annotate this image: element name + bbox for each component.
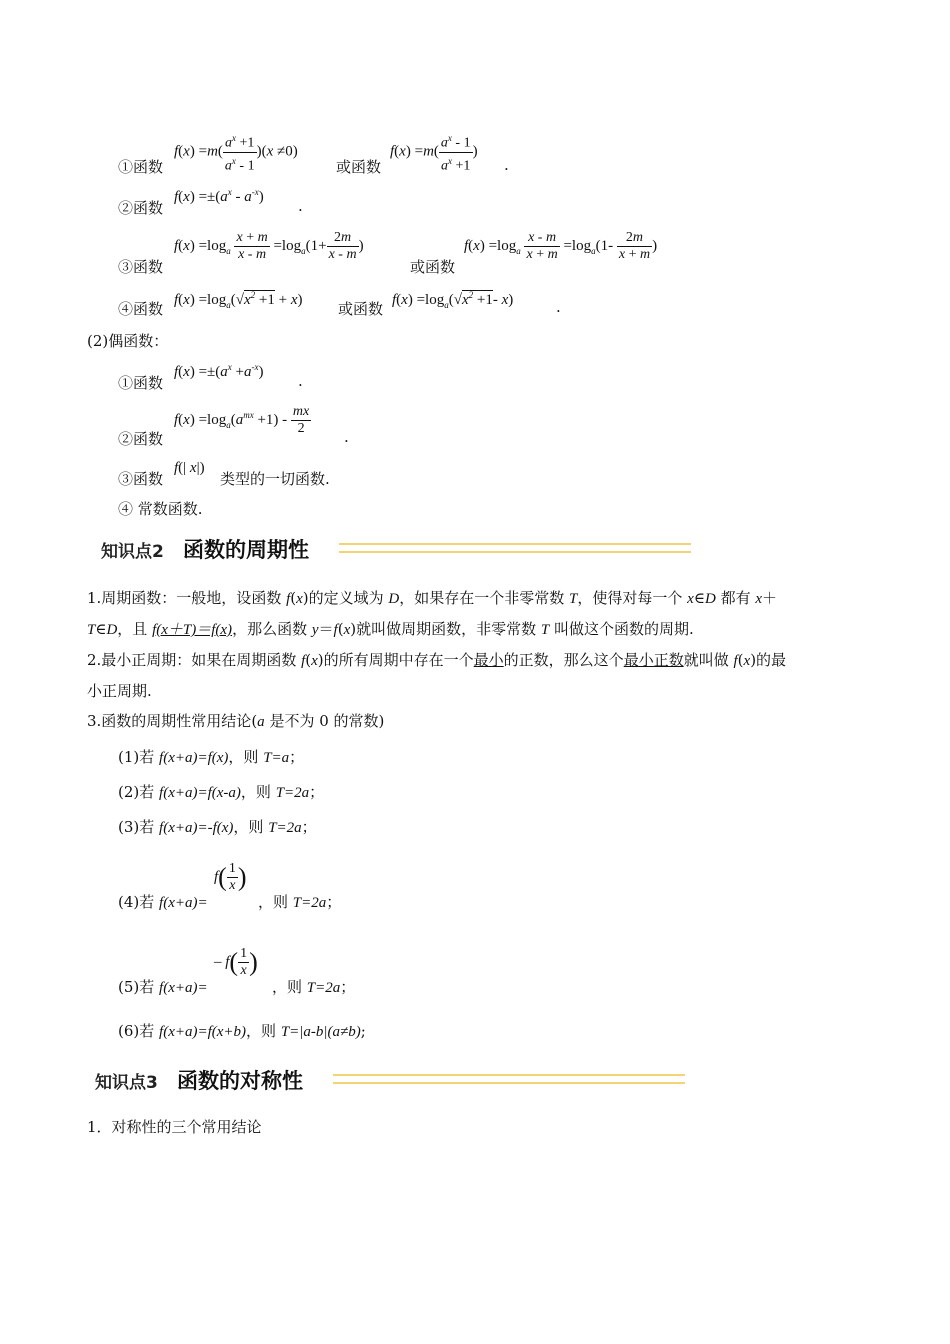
odd-item-2-label: ②函数 [118, 199, 164, 217]
section3-header [85, 1066, 685, 1096]
odd-item-1-formula-a: f(x) =m( $\frac{a^x +1}{a^x - 1}$ )(x ≠0) [174, 130, 298, 174]
odd-item-2-formula: $f(x) =\pm(a^x - a^{-x})$ [174, 187, 264, 205]
even-item-2-label: ②函数 [118, 430, 164, 448]
even-item-2-formula: $f(x) =\log_a(a^{mx} +1)$ - $\frac{mx}{2}$ [174, 404, 310, 436]
odd-item-4-connector: 或函数 [338, 300, 384, 318]
smallest-positive-underlined: 最小正数 [623, 651, 684, 669]
even-item-3-label: ③函数 [118, 470, 164, 488]
even-item-4: ④ 常数函数. [118, 500, 203, 518]
section2-divider [339, 543, 691, 553]
result-3: (3)若 f(x+a)=-f(x)，则 T=2a； [118, 818, 317, 836]
even-item-3-suffix: 类型的一切函数. [220, 470, 330, 488]
odd-item-3-formula-b: $f(x) =\log_a$ $\frac{x - m}{x + m}$ $=\log_a(1-$ $\frac{2m}{x + m}$ ) [464, 230, 658, 262]
periodic-condition: f(x＋T)＝f(x) [152, 622, 233, 638]
section3-divider [333, 1074, 685, 1084]
odd-item-4-formula-a: $f(x) =\log_a(√x^2 +1 + x)$ [174, 290, 303, 310]
odd-item-4-end: . [556, 298, 561, 316]
section2-p3: 3.函数的周期性常用结论(a 是不为 0 的常数) [87, 712, 385, 730]
section3-badge: 知识点3 [85, 1066, 164, 1093]
odd-item-3-connector: 或函数 [410, 258, 456, 276]
section3-p1: 1．对称性的三个常用结论 [87, 1118, 262, 1136]
odd-item-1-connector: 或函数 [336, 158, 382, 176]
result-5-fraction: – f( $\frac{1}{x}$ ) [214, 946, 258, 978]
even-item-3-formula: f(| x|) [174, 460, 205, 476]
result-2: (2)若 f(x+a)=f(x-a)，则 T=2a； [118, 783, 325, 801]
smallest-underlined: 最小 [473, 651, 504, 669]
result-6: (6)若 f(x+a)=f(x+b)，则 T=|a-b|(a≠b); [118, 1022, 366, 1040]
odd-item-1-end: . [504, 156, 509, 174]
even-item-1-formula: $f(x) =\pm(a^x +a^{-x})$ [174, 362, 264, 380]
even-item-1-end: . [298, 372, 303, 390]
odd-item-3-formula-a: $f(x) =\log_a$ $\frac{x + m}{x - m}$ $=\log_a(1+$ $\frac{2m}{x - m}$ ) [174, 230, 364, 262]
odd-item-1-formula-b: f(x) =m( $\frac{a^x - 1}{a^x +1}$ ) [390, 130, 478, 174]
section2-title: 函数的周期性 [183, 538, 309, 562]
odd-item-2-end: . [298, 197, 303, 215]
odd-item-4-formula-b: $f(x) =\log_a(√x^2 +1-$ x) [392, 290, 514, 310]
odd-item-4-label: ④函数 [118, 300, 164, 318]
result-4-fraction: f( $\frac{1}{x}$ ) [214, 861, 247, 893]
section2-paragraph-1 [87, 583, 867, 737]
section2-header [91, 535, 691, 565]
section2-p1-line1: 1.周期函数：一般地，设函数 f(x)的定义域为 D，如果存在一个非零常数 T，使得对每一个 x∈D 都有 x＋ [87, 589, 778, 607]
even-item-2-end: . [344, 428, 349, 446]
even-heading: (2)偶函数： [87, 332, 169, 350]
section2-p1-line2: T∈D，且 f(x＋T)＝f(x)，那么函数 y＝f(x)就叫做周期函数，非零常数 T 叫做这个函数的周期. [87, 620, 694, 638]
odd-item-1-label: ①函数 [118, 158, 164, 176]
section2-badge: 知识点2 [91, 535, 170, 562]
section3-title: 函数的对称性 [177, 1069, 303, 1093]
odd-item-3-label: ③函数 [118, 258, 164, 276]
section2-p2-line2: 小正周期. [87, 682, 152, 700]
result-1: (1)若 f(x+a)=f(x)，则 T=a； [118, 748, 305, 766]
even-item-1-label: ①函数 [118, 374, 164, 392]
section2-p2-line1: 2.最小正周期：如果在周期函数 f(x)的所有周期中存在一个最小的正数，那么这个最小正数就叫做 f(x)的最 [87, 651, 787, 669]
